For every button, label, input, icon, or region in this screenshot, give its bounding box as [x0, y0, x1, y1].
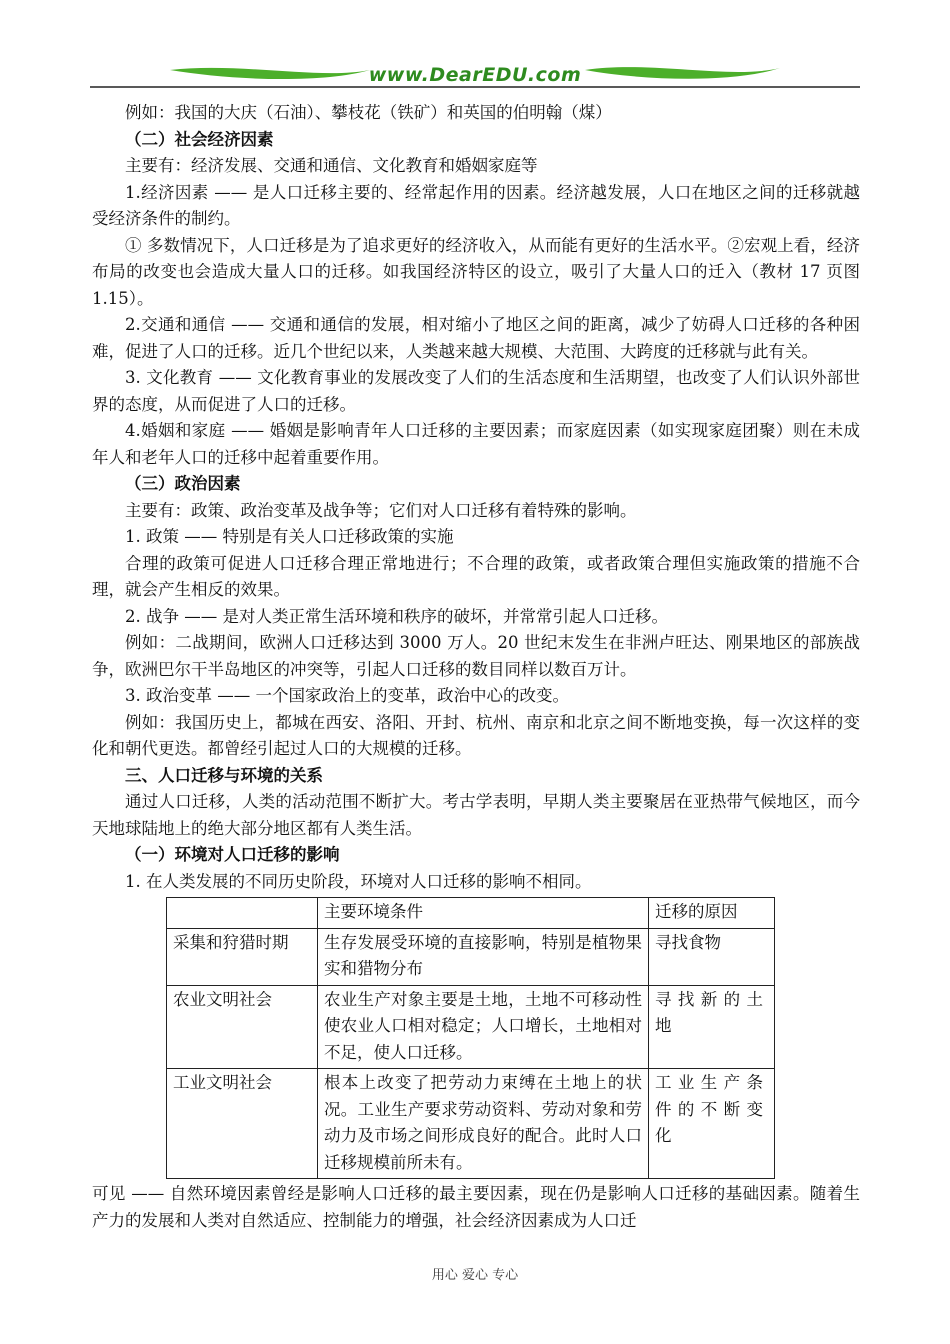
table-row [167, 985, 775, 1069]
paragraph: ① 多数情况下，人口迁移是为了追求更好的经济收入，从而能有更好的生活水平。②宏观上看，经济布局的改变也会造成大量人口的迁移。如我国经济特区的设立，吸引了大量人口的迁入（教材 17 页图 1.15）。 [92, 235, 860, 308]
table-header-cell [167, 898, 318, 929]
section-heading: （一）环境对人口迁移的影响 [125, 845, 340, 864]
paragraph: 1. 在人类发展的不同历史阶段，环境对人口迁移的影响不相同。 [125, 871, 592, 891]
paragraph: 2.交通和通信 —— 交通和通信的发展，相对缩小了地区之间的距离，减少了妨碍人口迁移的各种困难，促进了人口的迁移。近几个世纪以来，人类越来越大规模、大范围、大跨度的迁移就与此有关。 [92, 315, 860, 361]
paragraph: 主要有：经济发展、交通和通信、文化教育和婚姻家庭等 [125, 156, 538, 175]
paragraph: 1. 政策 —— 特别是有关人口迁移政策的实施 [125, 527, 454, 546]
table-cell: 农业生产对象主要是土地，土地不可移动性使农业人口相对稳定；人口增长，土地相对不足，使人口迁移。 [318, 985, 649, 1069]
paragraph: 合理的政策可促进人口迁移合理正常地进行；不合理的政策，或者政策合理但实施政策的措施不合理，就会产生相反的效果。 [92, 553, 860, 599]
section-heading: （二）社会经济因素 [125, 129, 274, 149]
table-row [167, 1069, 775, 1179]
table-header-cell: 主要环境条件 [318, 898, 649, 929]
paragraph: 1.经济因素 —— 是人口迁移主要的、经常起作用的因素。经济越发展，人口在地区之间的迁移就越受经济条件的制约。 [92, 182, 860, 228]
paragraph: 2. 战争 —— 是对人类正常生活环境和秩序的破坏，并常常引起人口迁移。 [125, 606, 668, 626]
table-cell: 采集和狩猎时期 [167, 928, 318, 985]
table-cell: 寻找新的土地 [649, 985, 775, 1069]
document-body [92, 100, 860, 1234]
paragraph: 例如：我国历史上，都城在西安、洛阳、开封、杭州、南京和北京之间不断地变换，每一次这样的变化和朝代更迭。都曾经引起过人口的大规模的迁移。 [92, 712, 860, 758]
paragraph: 通过人口迁移，人类的活动范围不断扩大。考古学表明，早期人类主要聚居在亚热带气候地区，而今天地球陆地上的绝大部分地区都有人类生活。 [92, 792, 860, 838]
section-heading: （三）政治因素 [125, 474, 241, 493]
table-header-cell: 迁移的原因 [649, 898, 775, 929]
paragraph: 3. 文化教育 —— 文化教育事业的发展改变了人们的生活态度和生活期望，也改变了人们认识外部世界的态度，从而促进了人口的迁移。 [92, 368, 860, 414]
page-header [90, 58, 860, 92]
table-cell: 根本上改变了把劳动力束缚在土地上的状况。工业生产要求劳动资料、劳动对象和劳动力及市场之间形成良好的配合。此时人口迁移规模前所未有。 [318, 1069, 649, 1179]
table-cell: 工业生产条件的不断变化 [649, 1069, 775, 1179]
paragraph: 主要有：政策、政治变革及战争等；它们对人口迁移有着特殊的影响。 [125, 500, 637, 520]
table-cell: 工业文明社会 [167, 1069, 318, 1179]
environment-table [166, 897, 775, 1179]
paragraph: 可见 —— 自然环境因素曾经是影响人口迁移的最主要因素，现在仍是影响人口迁移的基础因素。随着生产力的发展和人类对自然适应、控制能力的增强，社会经济因素成为人口迁 [92, 1184, 860, 1230]
site-logo: www.DearEDU.com [368, 64, 582, 86]
paragraph: 4.婚姻和家庭 —— 婚姻是影响青年人口迁移的主要因素；而家庭因素（如实现家庭团聚）则在未成年人和老年人口的迁移中起着重要作用。 [92, 421, 860, 467]
paragraph: 例如：我国的大庆（石油）、攀枝花（铁矿）和英国的伯明翰（煤） [125, 103, 612, 122]
table-cell: 寻找食物 [649, 928, 775, 985]
table-row [167, 928, 775, 985]
table-cell: 生存发展受环境的直接影响，特别是植物果实和猎物分布 [318, 928, 649, 985]
paragraph: 3. 政治变革 —— 一个国家政治上的变革，政治中心的改变。 [125, 686, 569, 705]
section-heading: 三、人口迁移与环境的关系 [125, 765, 323, 785]
paragraph: 例如：二战期间，欧洲人口迁移达到 3000 万人。20 世纪末发生在非洲卢旺达、刚果地区的部族战争，欧洲巴尔干半岛地区的冲突等，引起人口迁移的数目同样以数百万计。 [92, 633, 860, 679]
table-header-row [167, 898, 775, 929]
table-cell: 农业文明社会 [167, 985, 318, 1069]
page-footer: 用心 爱心 专心 [431, 1268, 519, 1283]
